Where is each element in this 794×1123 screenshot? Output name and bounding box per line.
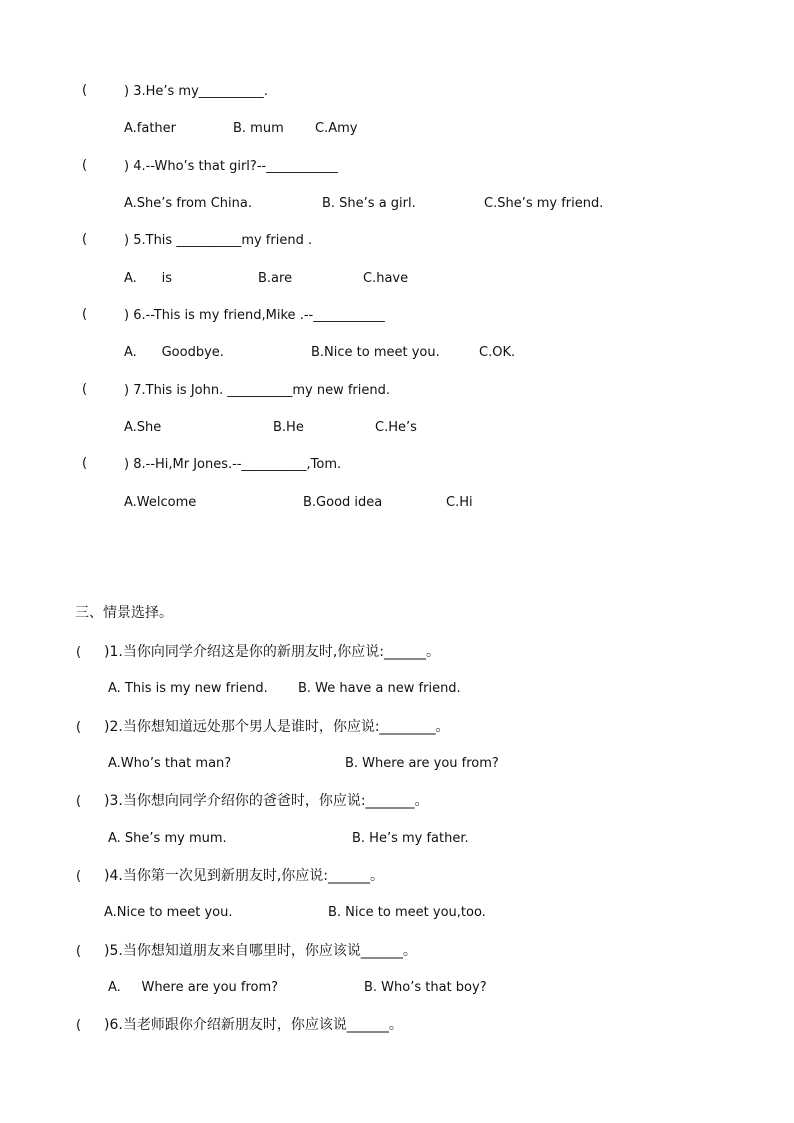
option-a[interactable]: A. This is my new friend. — [108, 681, 268, 696]
option-b[interactable]: B.are — [258, 271, 293, 286]
question-stem: )6.当老师跟你介绍新朋友时，你应该说______。 — [104, 1017, 403, 1033]
option-b[interactable]: B. mum — [233, 121, 284, 136]
answer-bracket-open[interactable]: ( — [82, 307, 88, 322]
option-c[interactable]: C.Hi — [446, 495, 473, 510]
option-a[interactable]: A.She — [124, 420, 162, 435]
option-b[interactable]: B. Where are you from? — [345, 756, 499, 771]
answer-bracket-open[interactable]: ( — [76, 645, 82, 660]
answer-bracket-open[interactable]: ( — [82, 83, 88, 98]
option-a[interactable]: A.father — [124, 121, 177, 136]
option-b[interactable]: B. Who’s that boy? — [364, 980, 487, 995]
option-b[interactable]: B. He’s my father. — [352, 831, 469, 846]
section-title: 三、情景选择。 — [75, 605, 173, 621]
question-stem: ) 8.--Hi,Mr Jones.--__________,Tom. — [124, 457, 342, 472]
question-stem: ) 3.He’s my__________. — [124, 84, 268, 99]
answer-bracket-open[interactable]: ( — [82, 158, 88, 173]
answer-bracket-open[interactable]: ( — [82, 382, 88, 397]
option-b[interactable]: B.Nice to meet you. — [311, 345, 440, 360]
option-a[interactable]: A. Where are you from? — [108, 980, 279, 995]
question-stem: )4.当你第一次见到新朋友时,你应说:______。 — [104, 868, 384, 884]
option-b[interactable]: B. We have a new friend. — [298, 681, 461, 696]
answer-bracket-open[interactable]: ( — [76, 720, 82, 735]
option-a[interactable]: A. is — [124, 271, 172, 286]
question-stem: )5.当你想知道朋友来自哪里时，你应该说______。 — [104, 943, 417, 959]
answer-bracket-open[interactable]: ( — [82, 456, 88, 471]
option-a[interactable]: A.Nice to meet you. — [104, 905, 233, 920]
option-a[interactable]: A. She’s my mum. — [108, 831, 227, 846]
option-b[interactable]: B.He — [273, 420, 304, 435]
answer-bracket-open[interactable]: ( — [76, 869, 82, 884]
option-c[interactable]: C.OK. — [479, 345, 516, 360]
question-stem: )2.当你想知道远处那个男人是谁时，你应说:________。 — [104, 719, 450, 735]
answer-bracket-open[interactable]: ( — [76, 794, 82, 809]
answer-bracket-open[interactable]: ( — [76, 1018, 82, 1033]
option-c[interactable]: C.He’s — [375, 420, 417, 435]
question-stem: )3.当你想向同学介绍你的爸爸时，你应说:_______。 — [104, 793, 429, 809]
question-stem: ) 4.--Who’s that girl?--___________ — [124, 159, 338, 174]
option-b[interactable]: B. Nice to meet you,too. — [328, 905, 486, 920]
option-a[interactable]: A.Welcome — [124, 495, 197, 510]
option-b[interactable]: B. She’s a girl. — [322, 196, 416, 211]
option-a[interactable]: A.She’s from China. — [124, 196, 252, 211]
option-c[interactable]: C.have — [363, 271, 409, 286]
question-stem: ) 5.This __________my friend . — [124, 233, 313, 248]
option-c[interactable]: C.She’s my friend. — [484, 196, 604, 211]
option-b[interactable]: B.Good idea — [303, 495, 383, 510]
question-stem: ) 6.--This is my friend,Mike .--___________ — [124, 308, 385, 323]
option-a[interactable]: A. Goodbye. — [124, 345, 224, 360]
answer-bracket-open[interactable]: ( — [82, 232, 88, 247]
option-a[interactable]: A.Who’s that man? — [108, 756, 232, 771]
option-c[interactable]: C.Amy — [315, 121, 358, 136]
question-stem: )1.当你向同学介绍这是你的新朋友时,你应说:______。 — [104, 644, 440, 660]
question-stem: ) 7.This is John. __________my new friend. — [124, 383, 391, 398]
answer-bracket-open[interactable]: ( — [76, 944, 82, 959]
